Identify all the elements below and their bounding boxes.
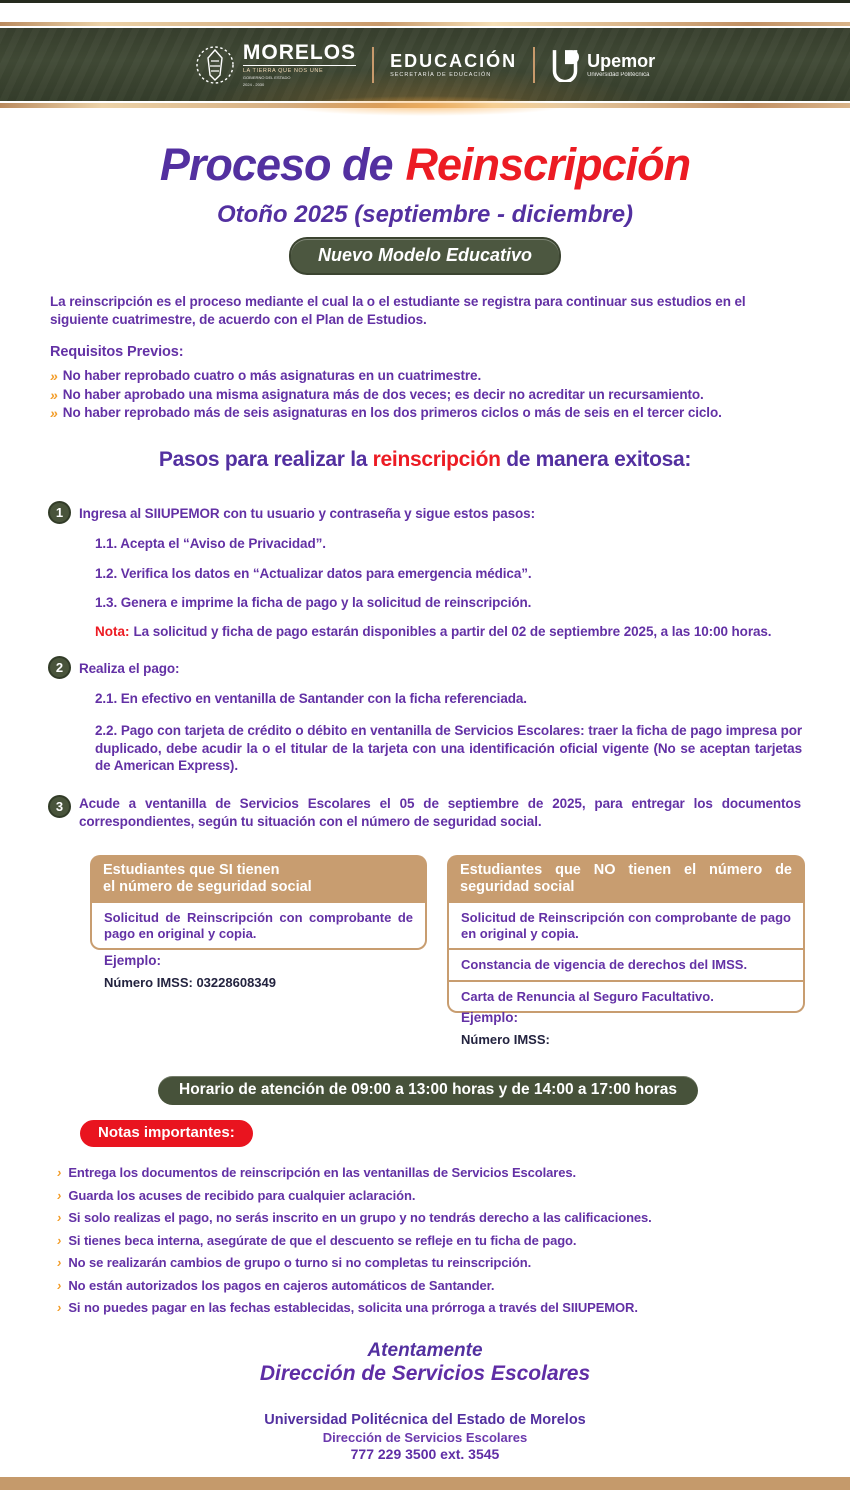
educacion-tagline: SECRETARÍA DE EDUCACIÓN [390, 71, 492, 78]
upemor-logo-icon [551, 48, 579, 82]
logo-row [0, 28, 850, 101]
nota-item: › Si tienes beca interna, asegúrate de que el descuento se refleje en tu ficha de pago. [57, 1232, 577, 1248]
step-3-text: Acude a ventanilla de Servicios Escolares el 05 de septiembre de 2025, para entregar los documentos correspondientes, según tu situación con el número de seguridad social. [79, 796, 801, 829]
requisitos-list [50, 369, 810, 425]
box-sin-seguro-social [447, 855, 805, 1013]
top-border [0, 0, 850, 3]
substep-2-2: 2.2. Pago con tarjeta de crédito o débito en ventanilla de Servicios Escolares: traer la ficha de pago impresa por duplicado, debe acudir la o el titular de la tarjeta con una identificación oficial vigente (No se aceptan tarjetas de American Express). [95, 723, 803, 773]
morelos-logo [195, 42, 356, 87]
morelos-wordmark: MORELOS [242, 41, 357, 65]
chevron-bullet-icon: › [57, 1255, 62, 1270]
box-si-header: Estudiantes que SI tienen el número de seguridad social [90, 855, 427, 903]
step-3-number-badge: 3 [48, 795, 71, 818]
morelos-crest-icon [195, 45, 235, 85]
upemor-wordmark: Upemor [587, 50, 656, 71]
header-banner [0, 28, 850, 101]
box-no-item: Constancia de vigencia de derechos del IMSS. [449, 950, 803, 982]
nota-item: › No se realizarán cambios de grupo o turno si no completas tu reinscripción. [57, 1255, 532, 1270]
horario-pill: Horario de atención de 09:00 a 13:00 horas y de 14:00 a 17:00 horas [158, 1076, 698, 1105]
notas-importantes-pill: Notas importantes: [80, 1120, 253, 1147]
steps-heading-highlight: reinscripción [372, 448, 501, 471]
upemor-tagline: Universidad Politécnica [587, 71, 650, 78]
box-si-body [90, 903, 427, 950]
copper-divider-bottom [0, 103, 850, 108]
example-no [461, 1010, 550, 1047]
nota-item: › No están autorizados los pagos en cajeros automáticos de Santander. [57, 1277, 495, 1293]
nota-label: Nota: [95, 624, 130, 639]
upemor-logo [551, 48, 655, 82]
morelos-subline: GOBIERNO DEL ESTADO [242, 75, 291, 81]
closing-direccion: Dirección de Servicios Escolares [259, 1362, 591, 1385]
title-part-1: Proceso de [159, 139, 393, 190]
requisito-item: » No haber aprobado una misma asignatura más de dos veces; es decir no acreditar un recursamiento. [50, 386, 704, 403]
nota-item: › Si no puedes pagar en las fechas establecidas, solicita una prórroga a través del SIIUPEMOR. [57, 1300, 638, 1315]
morelos-tagline: LA TIERRA QUE NOS UNE [243, 65, 356, 74]
chevron-bullet-icon: » [50, 368, 58, 384]
closing-atentamente: Atentamente [367, 1340, 483, 1361]
requisitos-heading: Requisitos Previos: [50, 344, 184, 360]
box-si-item: Solicitud de Reinscripción con comprobante de pago en original y copia. [104, 910, 413, 941]
page-title [0, 140, 850, 190]
chevron-bullet-icon: » [50, 386, 58, 403]
bottom-bar [0, 1477, 850, 1490]
morelos-years: 2024 - 2030 [242, 81, 265, 87]
imss-number: Número IMSS: 03228608349 [104, 975, 276, 990]
logo-separator [533, 47, 535, 83]
chevron-bullet-icon: › [57, 1165, 62, 1180]
term-subtitle: Otoño 2025 (septiembre - diciembre) [216, 201, 634, 228]
step-1-number-badge: 1 [48, 501, 71, 524]
substep-1-3: 1.3. Genera e imprime la ficha de pago y la solicitud de reinscripción. [95, 595, 532, 610]
box-no-header: Estudiantes que NO tienen el número de seguridad social [447, 855, 805, 903]
chevron-bullet-icon: › [57, 1277, 62, 1293]
copper-divider-top [0, 22, 850, 26]
steps-heading: Pasos para realizar la reinscripción de manera exitosa: [158, 448, 692, 471]
phone-number: 777 229 3500 ext. 3545 [350, 1446, 500, 1462]
step-3-date: 05 de septiembre de 2025 [399, 796, 582, 811]
requisito-item: » No haber reprobado más de seis asignaturas en los dos primeros ciclos o más de seis en el tercer ciclo. [50, 405, 722, 421]
box-no-body [447, 903, 805, 1013]
nota-line: Nota: La solicitud y ficha de pago estarán disponibles a partir del 02 de septiembre 2025, a las 10:00 horas. [95, 624, 772, 639]
substep-1-2: 1.2. Verifica los datos en “Actualizar datos para emergencia médica”. [95, 566, 532, 581]
imss-number-empty: Número IMSS: [461, 1032, 550, 1047]
educacion-logo [390, 52, 517, 78]
educacion-wordmark: EDUCACIÓN [390, 50, 518, 71]
step-1-text: Ingresa al SIIUPEMOR con tu usuario y contraseña y sigue estos pasos: [79, 506, 535, 521]
box-no-item: Carta de Renuncia al Seguro Facultativo. [461, 988, 714, 1004]
substep-1-1: 1.1. Acepta el “Aviso de Privacidad”. [95, 536, 326, 551]
nota-item: › Guarda los acuses de recibido para cualquier aclaración. [57, 1187, 416, 1203]
notas-list [57, 1166, 802, 1324]
step-2-number-badge: 2 [48, 656, 71, 679]
example-si [104, 953, 276, 990]
chevron-bullet-icon: › [57, 1232, 62, 1248]
intro-paragraph: La reinscripción es el proceso mediante el cual la o el estudiante se registra para continuar sus estudios en el siguiente cuatrimestre, de acuerdo con el Plan de Estudios. [50, 294, 746, 327]
substep-2-1: 2.1. En efectivo en ventanilla de Santander con la ficha referenciada. [95, 691, 527, 706]
org-name: Universidad Politécnica del Estado de Morelos [264, 1412, 586, 1428]
nota-item: › Si solo realizas el pago, no serás inscrito en un grupo y no tendrás derecho a las calificaciones. [57, 1210, 652, 1225]
requisito-item: » No haber reprobado cuatro o más asignaturas en un cuatrimestre. [50, 368, 482, 384]
chevron-bullet-icon: » [50, 405, 58, 421]
box-no-item: Solicitud de Reinscripción con comprobante de pago en original y copia. [449, 903, 803, 950]
nota-item: › Entrega los documentos de reinscripción en las ventanillas de Servicios Escolares. [57, 1165, 577, 1180]
example-label: Ejemplo: [104, 953, 162, 968]
chevron-bullet-icon: › [57, 1210, 62, 1225]
modelo-educativo-badge: Nuevo Modelo Educativo [291, 239, 559, 273]
chevron-bullet-icon: › [57, 1187, 62, 1203]
box-con-seguro-social [90, 855, 427, 950]
step-2-text: Realiza el pago: [79, 661, 180, 676]
dept-name: Dirección de Servicios Escolares [322, 1430, 528, 1445]
logo-separator [372, 47, 374, 83]
example-label: Ejemplo: [461, 1010, 519, 1025]
chevron-bullet-icon: › [57, 1300, 62, 1315]
title-part-2: Reinscripción [405, 139, 691, 190]
